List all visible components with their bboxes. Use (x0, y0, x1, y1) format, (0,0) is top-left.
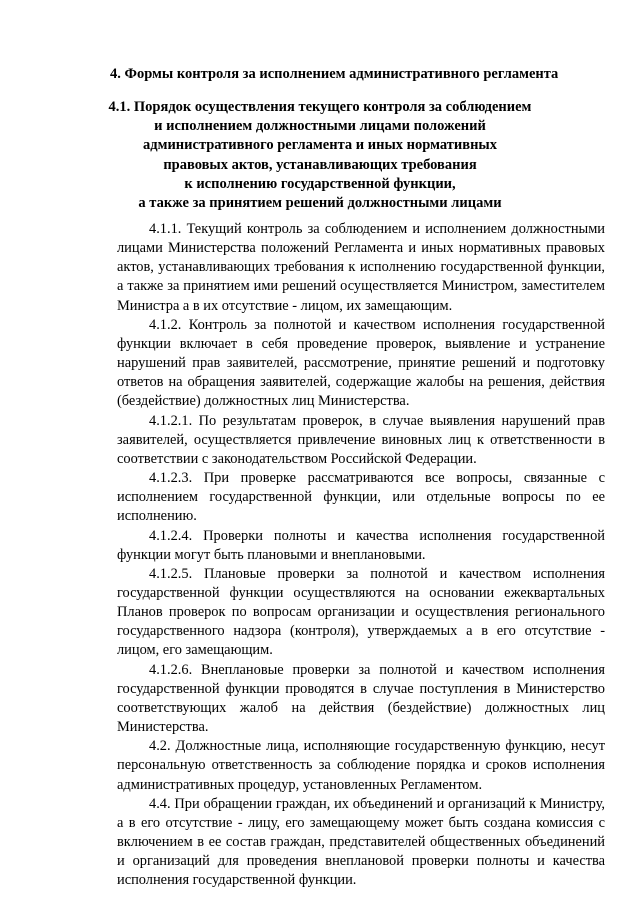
subsection-title-line: и исполнением должностными лицами положений (154, 118, 486, 135)
subsection-title (80, 98, 560, 213)
paragraph-4-1-1: 4.1.1. Текущий контроль за соблюдением и исполнением должностными лицами Министерства положений Регламента и иных нормативных правовых актов, устанавливающих требования к исполнению государственной функции, а также за принятием ими решений осуществляется Министром, заместителем Министра а в их отсутствие - лицом, их замещающим. (117, 221, 605, 314)
paragraph-4-1-2: 4.1.2. Контроль за полнотой и качеством исполнения государственной функции включает в себя проведение проверок, выявление и устранение нарушений прав заявителей, рассмотрение, принятие решений и подготовку ответов на обращения заявителей, содержащие жалобы на решения, действия (бездействие) должностных лиц Министерства. (117, 316, 605, 410)
paragraph-4-1-2-3: 4.1.2.3. При проверке рассматриваются все вопросы, связанные с исполнением государственной функции, или отдельные вопросы по ее исполнению. (117, 470, 605, 525)
paragraph-4-4: 4.4. При обращении граждан, их объединений и организаций к Министру, а в его отсутствие - лицу, его замещающему может быть создана комиссия с включением в ее состав граждан, представителей общественных объединений и организаций для проведения внеплановой проверки полноты и качества исполнения государственной функции. (117, 795, 605, 889)
subsection-title-line: 4.1. Порядок осуществления текущего контроля за соблюдением (108, 99, 532, 115)
paragraph-4-1-2-4: 4.1.2.4. Проверки полноты и качества исполнения государственной функции могут быть плановыми и внеплановыми. (117, 527, 605, 563)
subsection-title-line: правовых актов, устанавливающих требования (163, 156, 477, 173)
subsection-title-line: к исполнению государственной функции, (184, 175, 456, 192)
paragraph-4-1-2-5: 4.1.2.5. Плановые проверки за полнотой и качеством исполнения государственной функции осуществляются на основании ежеквартальных Планов проверок по вопросам организации и осуществления регионального государственного надзора (контроля), утверждаемых а в его отсутствие - лицом, его замещающим. (117, 565, 605, 659)
section-title: 4. Формы контроля за исполнением административного регламента (110, 66, 559, 82)
body-text (117, 220, 605, 890)
paragraph-4-1-2-1: 4.1.2.1. По результатам проверок, в случае выявления нарушений прав заявителей, осуществляется привлечение виновных лиц к ответственности в соответствии с законодательством Российской Федерации. (117, 412, 605, 467)
subsection-title-line: административного регламента и иных нормативных (142, 137, 497, 154)
paragraph-4-2: 4.2. Должностные лица, исполняющие государственную функцию, несут персональную ответственность за соблюдение порядка и сроков исполнения административных процедур, установленных Регламентом. (117, 738, 605, 793)
subsection-title-line: а также за принятием решений должностными лицами (138, 195, 502, 212)
paragraph-4-1-2-6: 4.1.2.6. Внеплановые проверки за полнотой и качеством исполнения государственной функции проводятся в случае поступления в Министерство соответствующих жалоб на действия (бездействие) должностных лиц Министерства. (117, 661, 605, 736)
